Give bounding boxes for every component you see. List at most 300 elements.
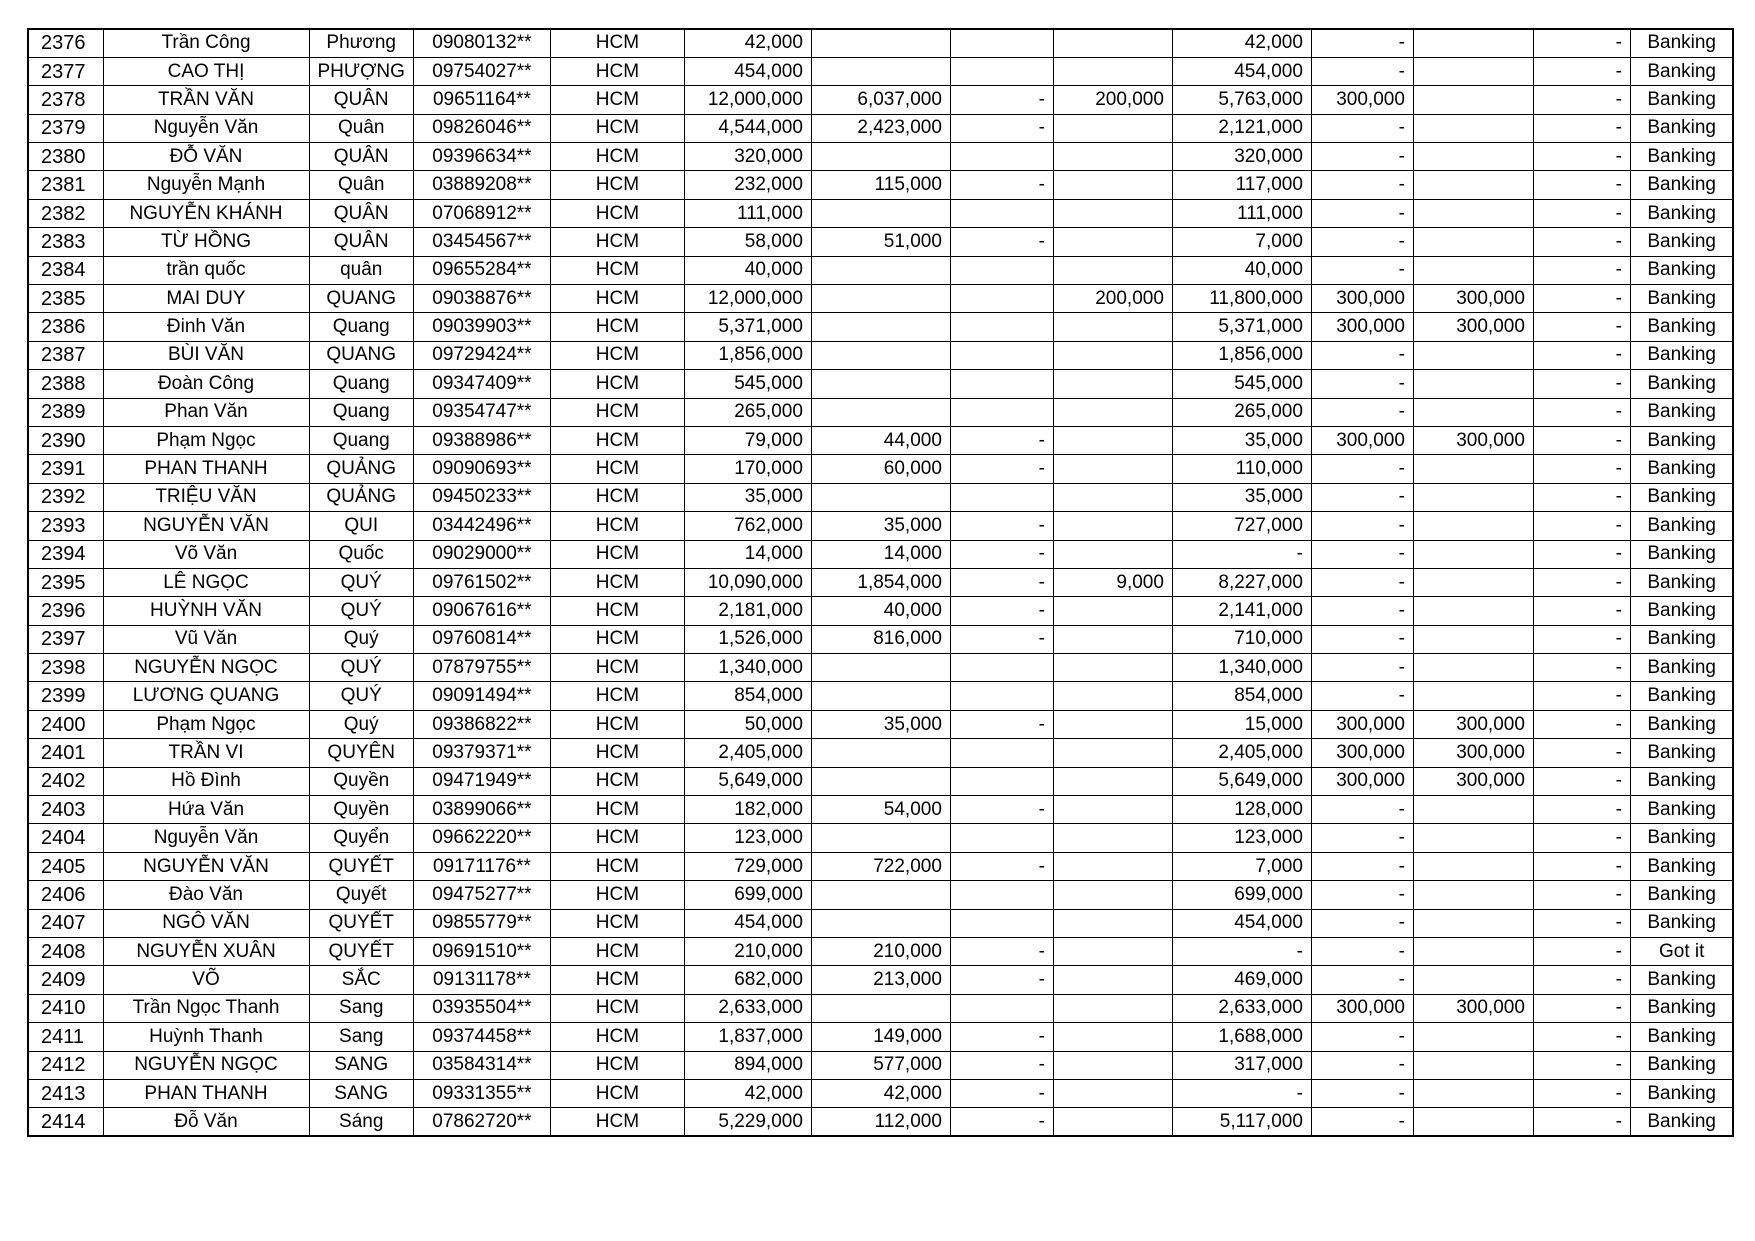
row-number-cell: 2378 xyxy=(28,86,103,114)
deducted-cell xyxy=(811,824,950,852)
payment-method-cell: Banking xyxy=(1630,1023,1733,1051)
net-amount-cell: 710,000 xyxy=(1172,625,1311,653)
adjust-cell: - xyxy=(950,966,1053,994)
table-row xyxy=(28,313,1733,341)
deducted-cell: 213,000 xyxy=(811,966,950,994)
bonus2-cell xyxy=(1413,398,1533,426)
phone-cell: 09761502** xyxy=(413,568,550,596)
deducted-cell xyxy=(811,313,950,341)
phone-cell: 09029000** xyxy=(413,540,550,568)
row-number-cell: 2380 xyxy=(28,143,103,171)
adjust-cell: - xyxy=(950,710,1053,738)
fee-cell xyxy=(1053,426,1172,454)
last-name-cell: Phạm Ngọc xyxy=(103,710,309,738)
row-number-cell: 2389 xyxy=(28,398,103,426)
payment-method-cell: Banking xyxy=(1630,57,1733,85)
bonus2-cell xyxy=(1413,29,1533,57)
amount-cell: 79,000 xyxy=(684,426,811,454)
row-number-cell: 2414 xyxy=(28,1108,103,1136)
last-name-cell: Hồ Đình xyxy=(103,767,309,795)
fee-cell xyxy=(1053,682,1172,710)
first-name-cell: Quang xyxy=(309,370,413,398)
province-cell: HCM xyxy=(550,938,684,966)
payment-method-cell: Banking xyxy=(1630,909,1733,937)
row-number-cell: 2390 xyxy=(28,426,103,454)
province-cell: HCM xyxy=(550,852,684,880)
balance-cell: - xyxy=(1533,370,1630,398)
bonus-cell: - xyxy=(1311,852,1413,880)
first-name-cell: QUÂN xyxy=(309,199,413,227)
net-amount-cell: 5,117,000 xyxy=(1172,1108,1311,1136)
last-name-cell: LÊ NGỌC xyxy=(103,568,309,596)
payment-method-cell: Banking xyxy=(1630,540,1733,568)
last-name-cell: Nguyễn Văn xyxy=(103,824,309,852)
phone-cell: 09067616** xyxy=(413,597,550,625)
adjust-cell: - xyxy=(950,625,1053,653)
payment-method-cell: Banking xyxy=(1630,994,1733,1022)
phone-cell: 09388986** xyxy=(413,426,550,454)
adjust-cell: - xyxy=(950,455,1053,483)
bonus2-cell: 300,000 xyxy=(1413,994,1533,1022)
bonus-cell: - xyxy=(1311,143,1413,171)
first-name-cell: QUI xyxy=(309,512,413,540)
deducted-cell: 35,000 xyxy=(811,512,950,540)
first-name-cell: quân xyxy=(309,256,413,284)
last-name-cell: NGUYỄN XUÂN xyxy=(103,938,309,966)
phone-cell: 07862720** xyxy=(413,1108,550,1136)
fee-cell xyxy=(1053,256,1172,284)
payment-method-cell: Banking xyxy=(1630,483,1733,511)
table-row xyxy=(28,1023,1733,1051)
phone-cell: 09691510** xyxy=(413,938,550,966)
bonus2-cell: 300,000 xyxy=(1413,426,1533,454)
balance-cell: - xyxy=(1533,654,1630,682)
balance-cell: - xyxy=(1533,512,1630,540)
amount-cell: 10,090,000 xyxy=(684,568,811,596)
row-number-cell: 2377 xyxy=(28,57,103,85)
row-number-cell: 2404 xyxy=(28,824,103,852)
phone-cell: 03889208** xyxy=(413,171,550,199)
bonus-cell: - xyxy=(1311,654,1413,682)
amount-cell: 320,000 xyxy=(684,143,811,171)
fee-cell xyxy=(1053,199,1172,227)
payment-method-cell: Banking xyxy=(1630,1079,1733,1107)
table-row xyxy=(28,824,1733,852)
adjust-cell: - xyxy=(950,426,1053,454)
table-row xyxy=(28,512,1733,540)
net-amount-cell: 699,000 xyxy=(1172,881,1311,909)
bonus2-cell: 300,000 xyxy=(1413,767,1533,795)
province-cell: HCM xyxy=(550,341,684,369)
row-number-cell: 2406 xyxy=(28,881,103,909)
balance-cell: - xyxy=(1533,1108,1630,1136)
deducted-cell xyxy=(811,682,950,710)
first-name-cell: SANG xyxy=(309,1051,413,1079)
first-name-cell: QUẢNG xyxy=(309,455,413,483)
row-number-cell: 2396 xyxy=(28,597,103,625)
adjust-cell: - xyxy=(950,852,1053,880)
province-cell: HCM xyxy=(550,1079,684,1107)
first-name-cell: QUÝ xyxy=(309,597,413,625)
deducted-cell xyxy=(811,143,950,171)
fee-cell xyxy=(1053,228,1172,256)
balance-cell: - xyxy=(1533,824,1630,852)
phone-cell: 09662220** xyxy=(413,824,550,852)
payment-method-cell: Banking xyxy=(1630,114,1733,142)
net-amount-cell: 11,800,000 xyxy=(1172,285,1311,313)
payment-method-cell: Banking xyxy=(1630,966,1733,994)
adjust-cell: - xyxy=(950,597,1053,625)
net-amount-cell: 2,633,000 xyxy=(1172,994,1311,1022)
bonus-cell: 300,000 xyxy=(1311,313,1413,341)
table-row xyxy=(28,483,1733,511)
first-name-cell: QUANG xyxy=(309,285,413,313)
row-number-cell: 2397 xyxy=(28,625,103,653)
first-name-cell: SANG xyxy=(309,1079,413,1107)
bonus-cell: 300,000 xyxy=(1311,767,1413,795)
bonus2-cell xyxy=(1413,597,1533,625)
last-name-cell: NGÔ VĂN xyxy=(103,909,309,937)
payment-method-cell: Banking xyxy=(1630,228,1733,256)
province-cell: HCM xyxy=(550,455,684,483)
last-name-cell: Võ Văn xyxy=(103,540,309,568)
deducted-cell: 40,000 xyxy=(811,597,950,625)
amount-cell: 5,229,000 xyxy=(684,1108,811,1136)
last-name-cell: LƯƠNG QUANG xyxy=(103,682,309,710)
table-row xyxy=(28,994,1733,1022)
last-name-cell: HUỲNH VĂN xyxy=(103,597,309,625)
amount-cell: 5,371,000 xyxy=(684,313,811,341)
payment-method-cell: Banking xyxy=(1630,1108,1733,1136)
net-amount-cell: 35,000 xyxy=(1172,483,1311,511)
deducted-cell: 816,000 xyxy=(811,625,950,653)
first-name-cell: Phương xyxy=(309,29,413,57)
net-amount-cell: 265,000 xyxy=(1172,398,1311,426)
adjust-cell xyxy=(950,881,1053,909)
first-name-cell: QUANG xyxy=(309,341,413,369)
phone-cell: 09826046** xyxy=(413,114,550,142)
balance-cell: - xyxy=(1533,767,1630,795)
amount-cell: 50,000 xyxy=(684,710,811,738)
first-name-cell: QUÝ xyxy=(309,568,413,596)
balance-cell: - xyxy=(1533,29,1630,57)
deducted-cell: 6,037,000 xyxy=(811,86,950,114)
payment-method-cell: Banking xyxy=(1630,29,1733,57)
fee-cell: 9,000 xyxy=(1053,568,1172,596)
balance-cell: - xyxy=(1533,398,1630,426)
table-row xyxy=(28,654,1733,682)
bonus2-cell xyxy=(1413,568,1533,596)
payment-method-cell: Banking xyxy=(1630,143,1733,171)
deducted-cell xyxy=(811,398,950,426)
fee-cell xyxy=(1053,994,1172,1022)
phone-cell: 09039903** xyxy=(413,313,550,341)
net-amount-cell: 128,000 xyxy=(1172,796,1311,824)
deducted-cell xyxy=(811,767,950,795)
first-name-cell: Quốc xyxy=(309,540,413,568)
balance-cell: - xyxy=(1533,881,1630,909)
last-name-cell: TRẦN VI xyxy=(103,739,309,767)
table-row xyxy=(28,1108,1733,1136)
phone-cell: 03935504** xyxy=(413,994,550,1022)
adjust-cell: - xyxy=(950,512,1053,540)
fee-cell xyxy=(1053,57,1172,85)
table-row xyxy=(28,341,1733,369)
amount-cell: 12,000,000 xyxy=(684,285,811,313)
bonus2-cell xyxy=(1413,1108,1533,1136)
balance-cell: - xyxy=(1533,285,1630,313)
deducted-cell: 2,423,000 xyxy=(811,114,950,142)
deducted-cell xyxy=(811,994,950,1022)
province-cell: HCM xyxy=(550,881,684,909)
deducted-cell: 1,854,000 xyxy=(811,568,950,596)
balance-cell: - xyxy=(1533,938,1630,966)
province-cell: HCM xyxy=(550,682,684,710)
first-name-cell: Quý xyxy=(309,710,413,738)
amount-cell: 265,000 xyxy=(684,398,811,426)
last-name-cell: TRẦN VĂN xyxy=(103,86,309,114)
province-cell: HCM xyxy=(550,824,684,852)
deducted-cell: 42,000 xyxy=(811,1079,950,1107)
province-cell: HCM xyxy=(550,114,684,142)
province-cell: HCM xyxy=(550,739,684,767)
bonus2-cell: 300,000 xyxy=(1413,313,1533,341)
last-name-cell: CAO THỊ xyxy=(103,57,309,85)
row-number-cell: 2410 xyxy=(28,994,103,1022)
payment-method-cell: Banking xyxy=(1630,256,1733,284)
phone-cell: 03442496** xyxy=(413,512,550,540)
first-name-cell: Quyển xyxy=(309,824,413,852)
payment-method-cell: Banking xyxy=(1630,455,1733,483)
deducted-cell xyxy=(811,29,950,57)
payment-method-cell: Banking xyxy=(1630,682,1733,710)
first-name-cell: Quang xyxy=(309,398,413,426)
first-name-cell: QUYẾT xyxy=(309,909,413,937)
first-name-cell: QUYÊN xyxy=(309,739,413,767)
fee-cell xyxy=(1053,341,1172,369)
phone-cell: 09760814** xyxy=(413,625,550,653)
fee-cell xyxy=(1053,909,1172,937)
bonus-cell: - xyxy=(1311,483,1413,511)
amount-cell: 182,000 xyxy=(684,796,811,824)
row-number-cell: 2376 xyxy=(28,29,103,57)
bonus2-cell xyxy=(1413,370,1533,398)
deducted-cell xyxy=(811,370,950,398)
row-number-cell: 2393 xyxy=(28,512,103,540)
first-name-cell: QUÂN xyxy=(309,143,413,171)
first-name-cell: Quân xyxy=(309,114,413,142)
phone-cell: 09471949** xyxy=(413,767,550,795)
fee-cell xyxy=(1053,654,1172,682)
last-name-cell: MAI DUY xyxy=(103,285,309,313)
bonus2-cell xyxy=(1413,938,1533,966)
deducted-cell xyxy=(811,739,950,767)
net-amount-cell: 8,227,000 xyxy=(1172,568,1311,596)
row-number-cell: 2384 xyxy=(28,256,103,284)
deducted-cell: 14,000 xyxy=(811,540,950,568)
table-row xyxy=(28,171,1733,199)
bonus-cell: - xyxy=(1311,171,1413,199)
phone-cell: 09475277** xyxy=(413,881,550,909)
last-name-cell: NGUYỄN VĂN xyxy=(103,512,309,540)
table-row xyxy=(28,597,1733,625)
last-name-cell: TRIỆU VĂN xyxy=(103,483,309,511)
net-amount-cell: 2,405,000 xyxy=(1172,739,1311,767)
balance-cell: - xyxy=(1533,852,1630,880)
province-cell: HCM xyxy=(550,57,684,85)
bonus-cell: - xyxy=(1311,512,1413,540)
bonus2-cell xyxy=(1413,682,1533,710)
province-cell: HCM xyxy=(550,597,684,625)
row-number-cell: 2394 xyxy=(28,540,103,568)
bonus-cell: 300,000 xyxy=(1311,994,1413,1022)
last-name-cell: Phan Văn xyxy=(103,398,309,426)
province-cell: HCM xyxy=(550,625,684,653)
payment-method-cell: Banking xyxy=(1630,625,1733,653)
bonus2-cell xyxy=(1413,909,1533,937)
net-amount-cell: 40,000 xyxy=(1172,256,1311,284)
province-cell: HCM xyxy=(550,909,684,937)
net-amount-cell: 110,000 xyxy=(1172,455,1311,483)
bonus-cell: - xyxy=(1311,341,1413,369)
row-number-cell: 2385 xyxy=(28,285,103,313)
deducted-cell xyxy=(811,483,950,511)
bonus2-cell xyxy=(1413,966,1533,994)
bonus-cell: - xyxy=(1311,881,1413,909)
amount-cell: 894,000 xyxy=(684,1051,811,1079)
adjust-cell xyxy=(950,285,1053,313)
table-row xyxy=(28,1079,1733,1107)
adjust-cell xyxy=(950,199,1053,227)
first-name-cell: Quang xyxy=(309,426,413,454)
adjust-cell: - xyxy=(950,228,1053,256)
table-row xyxy=(28,568,1733,596)
adjust-cell xyxy=(950,483,1053,511)
amount-cell: 1,837,000 xyxy=(684,1023,811,1051)
phone-cell: 09331355** xyxy=(413,1079,550,1107)
bonus-cell: - xyxy=(1311,228,1413,256)
first-name-cell: Sáng xyxy=(309,1108,413,1136)
bonus2-cell xyxy=(1413,199,1533,227)
bonus-cell: - xyxy=(1311,824,1413,852)
table-row xyxy=(28,710,1733,738)
table-row xyxy=(28,256,1733,284)
net-amount-cell: - xyxy=(1172,938,1311,966)
fee-cell xyxy=(1053,483,1172,511)
province-cell: HCM xyxy=(550,1023,684,1051)
table-row xyxy=(28,199,1733,227)
payment-method-cell: Banking xyxy=(1630,398,1733,426)
table-row xyxy=(28,426,1733,454)
last-name-cell: Nguyễn Mạnh xyxy=(103,171,309,199)
deducted-cell xyxy=(811,909,950,937)
fee-cell xyxy=(1053,370,1172,398)
table-row xyxy=(28,370,1733,398)
fee-cell xyxy=(1053,1051,1172,1079)
fee-cell xyxy=(1053,1108,1172,1136)
fee-cell xyxy=(1053,171,1172,199)
bonus2-cell xyxy=(1413,114,1533,142)
bonus-cell: 300,000 xyxy=(1311,739,1413,767)
phone-cell: 09171176** xyxy=(413,852,550,880)
row-number-cell: 2387 xyxy=(28,341,103,369)
phone-cell: 09091494** xyxy=(413,682,550,710)
province-cell: HCM xyxy=(550,796,684,824)
bonus-cell: - xyxy=(1311,796,1413,824)
fee-cell xyxy=(1053,114,1172,142)
first-name-cell: SẮC xyxy=(309,966,413,994)
bonus-cell: - xyxy=(1311,909,1413,937)
row-number-cell: 2386 xyxy=(28,313,103,341)
adjust-cell: - xyxy=(950,540,1053,568)
fee-cell xyxy=(1053,625,1172,653)
table-row xyxy=(28,228,1733,256)
payment-method-cell: Banking xyxy=(1630,313,1733,341)
balance-cell: - xyxy=(1533,143,1630,171)
adjust-cell xyxy=(950,909,1053,937)
balance-cell: - xyxy=(1533,994,1630,1022)
row-number-cell: 2382 xyxy=(28,199,103,227)
phone-cell: 03454567** xyxy=(413,228,550,256)
adjust-cell xyxy=(950,767,1053,795)
province-cell: HCM xyxy=(550,398,684,426)
bonus2-cell xyxy=(1413,881,1533,909)
amount-cell: 2,633,000 xyxy=(684,994,811,1022)
first-name-cell: QUYẾT xyxy=(309,938,413,966)
row-number-cell: 2381 xyxy=(28,171,103,199)
phone-cell: 03584314** xyxy=(413,1051,550,1079)
amount-cell: 762,000 xyxy=(684,512,811,540)
province-cell: HCM xyxy=(550,767,684,795)
deducted-cell xyxy=(811,341,950,369)
amount-cell: 1,856,000 xyxy=(684,341,811,369)
last-name-cell: PHAN THANH xyxy=(103,1079,309,1107)
bonus-cell: - xyxy=(1311,1108,1413,1136)
deducted-cell: 722,000 xyxy=(811,852,950,880)
adjust-cell xyxy=(950,370,1053,398)
last-name-cell: Đỗ Văn xyxy=(103,1108,309,1136)
net-amount-cell: 2,121,000 xyxy=(1172,114,1311,142)
phone-cell: 09729424** xyxy=(413,341,550,369)
bonus2-cell xyxy=(1413,341,1533,369)
adjust-cell xyxy=(950,654,1053,682)
bonus2-cell xyxy=(1413,1023,1533,1051)
adjust-cell xyxy=(950,341,1053,369)
bonus2-cell: 300,000 xyxy=(1413,285,1533,313)
amount-cell: 854,000 xyxy=(684,682,811,710)
amount-cell: 2,181,000 xyxy=(684,597,811,625)
amount-cell: 111,000 xyxy=(684,199,811,227)
province-cell: HCM xyxy=(550,256,684,284)
payment-method-cell: Banking xyxy=(1630,796,1733,824)
first-name-cell: QUẢNG xyxy=(309,483,413,511)
payment-method-cell: Banking xyxy=(1630,1051,1733,1079)
phone-cell: 09386822** xyxy=(413,710,550,738)
balance-cell: - xyxy=(1533,114,1630,142)
first-name-cell: QUÂN xyxy=(309,86,413,114)
bonus-cell: - xyxy=(1311,370,1413,398)
province-cell: HCM xyxy=(550,143,684,171)
last-name-cell: Hứa Văn xyxy=(103,796,309,824)
bonus2-cell xyxy=(1413,796,1533,824)
fee-cell xyxy=(1053,710,1172,738)
row-number-cell: 2409 xyxy=(28,966,103,994)
last-name-cell: NGUYỄN KHÁNH xyxy=(103,199,309,227)
payment-method-cell: Banking xyxy=(1630,767,1733,795)
province-cell: HCM xyxy=(550,483,684,511)
balance-cell: - xyxy=(1533,57,1630,85)
deducted-cell: 149,000 xyxy=(811,1023,950,1051)
